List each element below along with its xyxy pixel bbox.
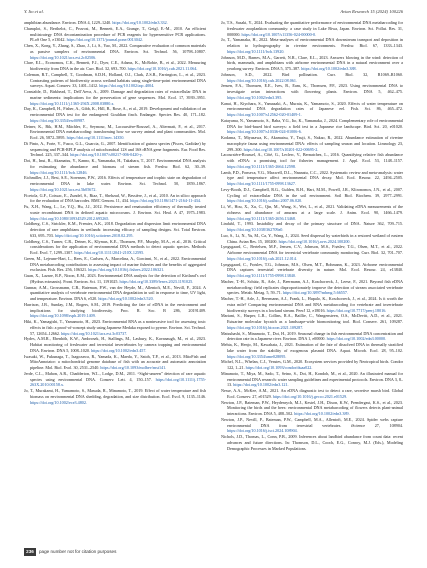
reference-entry bbox=[221, 261, 403, 279]
reference-text: Jo, T.S., Sasaki, Y., 2024. Evaluating the quantitative performance of environmental DNA metabarcoding for freshwater zooplankton community: a case study in Lake Biwa, Japan. Environ. Sci. Pollut. Res. 31, 000000. bbox=[221, 20, 403, 37]
reference-entry bbox=[24, 140, 206, 158]
doi-link[interactable]: https://doi.org/10.1080/10934529.2012.695265. bbox=[30, 215, 110, 221]
reference-entry bbox=[24, 43, 206, 60]
running-header-journal: Avian Research 15 (2024) 100226 bbox=[340, 9, 403, 14]
reference-entry bbox=[24, 89, 206, 106]
doi-link[interactable]: https://doi.org/10.1021/acs.est.3c03737. bbox=[61, 330, 128, 336]
reference-entry bbox=[24, 221, 206, 238]
doi-link[interactable]: https://doi.org/10.1016/j.gecco.2021.e01529. bbox=[272, 393, 348, 399]
page-footer-note: page number not for citation purposes bbox=[39, 549, 117, 554]
doi-link[interactable]: https://doi.org/10.1002/edn3.332. bbox=[112, 20, 168, 25]
reference-entry bbox=[221, 71, 403, 84]
page-number-badge: 236 bbox=[24, 548, 36, 556]
doi-link[interactable]: https://doi.org/10.3354/esr00987. bbox=[30, 117, 86, 123]
reference-text: Harrison, J.B., Sunday, J.M., Rogers, S.M., 2019. Predicting the fate of eDNA in the environment and implications for studying biodiversity. Proc. R. Soc. B 286, 20191409. bbox=[24, 301, 206, 313]
doi-link[interactable]: https://doi.org/10.1186/1471-2164-11-434. bbox=[130, 198, 201, 204]
reference-entry bbox=[24, 319, 206, 336]
doi-link[interactable]: https://doi.org/10.1021/acs.est.5b05672. bbox=[30, 186, 97, 192]
reference-entry bbox=[24, 238, 206, 256]
reference-entry bbox=[221, 221, 403, 233]
doi-link[interactable]: https://doi.org/10.1098/rspb.2019.1409. bbox=[30, 313, 96, 319]
page-footer bbox=[24, 548, 404, 556]
doi-link[interactable]: https://doi.org/10.1111/mec.14350. bbox=[66, 135, 125, 140]
reference-text: Li, W., Hou, X., Xu, C., Qin, M., Wang, S., Wei, L., et al., 2021. Validating eDNA measurements of the richness and abundance of anurans at a large scale. J. Anim. Ecol. 90, 1466–1479. bbox=[221, 204, 403, 215]
reference-text: Mariani, S., Harper, L.R., Collins, R.A., Baillie, C., Wangensteen, O.S., McDevitt, A.D., et al., 2021. Estuarine molecular bycatch as a landscape-wide biomonitoring tool. Biol. Conserv. 261, 109287. bbox=[221, 313, 403, 324]
reference-entry bbox=[221, 232, 403, 245]
reference-text: Lindahl, T., 1993. Instability and decay of the primary structure of DNA. Nature 362, 709–715. bbox=[221, 221, 403, 227]
doi-link[interactable]: https://doi.org/10.1016/j.fishres.2022.106321. bbox=[88, 267, 165, 273]
reference-entry bbox=[24, 388, 206, 405]
reference-text: Champlot, S., Berthelot, C., Pruvost, M., Bennett, E.A., Grange, T., Geigl, E.-M., 2010. An efficient multistrategy DNA decontamination procedure of PCR reagents for hypersensitive PCR applications. PLoS One 5, e13042. bbox=[24, 25, 206, 43]
doi-link[interactable]: https://doi.org/10.1016/j.cub.2021.12.014. bbox=[227, 255, 297, 261]
reference-text: Goldberg, C.S., Strickler, K.M., Fremier, A.K., 2018. Degradation and dispersion limit environmental DNA detection of rare amphibians in wetlands: increasing efficacy of sampling designs. Sci. Total Environ. 633, 695–703. bbox=[24, 221, 206, 238]
reference-text: Luo, S., Li, N., Yu, M., Ca, Y., Wang, J., 2024. Seed dispersal by waterbirds in a restored wetland of eastern China. Avian Res. 15, 100200. bbox=[221, 232, 403, 244]
reference-entry bbox=[221, 342, 403, 359]
doi-link[interactable]: https://doi.org/10.1007/s10201-022-00695-2. bbox=[243, 146, 319, 152]
reference-entry bbox=[24, 255, 206, 273]
reference-entry bbox=[24, 158, 206, 175]
reference-text: Newton, J.P., Nevill, P., Bateman, P.W., Campbell, M.A., Allentoft, M.E., 2024. Spider webs capture environmental DNA from terrestrial vertebrates. iScience 27, 108904. bbox=[221, 416, 403, 428]
reference-entry bbox=[221, 186, 403, 204]
reference-text: Jo, T., Murakami, H., Yamamoto, S., Masuda, R., Minamoto, T., 2019. Effect of water temperature and fish biomass on environmental DNA shedding, degradation, and size distribution. Ecol. Evol. 9, 1135–1146. bbox=[24, 388, 206, 399]
reference-text: Katayama, N., Yamamoto, S., Baba, Y.G., Ito, K., Yamanaka, J., 2024. Complementary role of environmental DNA for bird-based bird surveys: a field test in a Japanese rice landscape. Bird. Sci. 20, e01020. bbox=[221, 117, 403, 129]
reference-text: Hydes, A.M.R., Ebenhöh, K.W., Ambrosek, H., Stallings, M., Lasbury, K., Kavanaugh, M., et al., 2023. Habitat monitoring of freshwater and terrestrial invertebrates by camera trapping and environmental DNA. Environ. DNA 5, 1008–1020. bbox=[24, 336, 206, 353]
reference-text: Macher, T.-H., Schütz, R., Arle, J., Beermann, A.J., Koschorreck, J., Leese, F., 2021. Beyond fish eDNA metabarcoding: field replicates disproportionately improve the detection of stream associated vertebrate species. Metab. Metag. 5, 59–71. bbox=[221, 278, 403, 296]
reference-text: Kodama, T., Miyazawa, K., Akamatsu, Y., Tsuji, S., Nakao, R., 2022. Abundance estimation of riverine macrophyte fauna using environmental DNA: effects of sampling season and location. Limnology 23, 299–300. bbox=[221, 135, 403, 152]
reference-text: Iwasaki, W., Fukunaga, T., Isagozawa, R., Yamada, K., Maeda, Y., Satoh, T.P., et al., 2013. MitoFish and MitoAnnotator: a mitochondrial genome database of fish with an accurate and automatic annotation pipeline. Mol. Biol. Evol. 30, 2531–2540. bbox=[24, 353, 206, 370]
reference-text: Eichmiller, J.J., Best, S.E., Sorensen, P.W., 2016. Effects of temperature and trophic state on degradation of environmental DNA in lake water. Environ. Sci. Technol. 50, 1859–1867. bbox=[24, 175, 206, 186]
reference-text: Clare, E.L., Economou, C.K., Bennett, F.J., Dyer, C.E., Adams, K., McRobie, B., et al., 2022. Measuring biodiversity from DNA in the air. Curr. Biol. 32, 693–700. bbox=[24, 60, 206, 71]
doi-link[interactable]: https://doi.org/10.1016/j.cub.2022.08.061. bbox=[227, 77, 297, 83]
reference-text: Gunnar, A.M., Grossmann, C.B., Bateman, P.W., van der Heyde, M., Allentoft, M.E., Nevill, P., 2024. A quantitative analysis of vertebrate environmental DNA degradation in soil in response to time, UV light, and temperature. Environ. DNA 6, e520. bbox=[24, 284, 206, 301]
reference-entry bbox=[221, 169, 403, 187]
doi-link[interactable]: https://doi.org/10.1111/fwb.13920. bbox=[227, 48, 285, 54]
doi-link[interactable]: https://doi.org/10.1007/s12562-020-01409-1. bbox=[227, 112, 302, 117]
doi-link[interactable]: https://doi.org/10.1111/j.1365-294X.2008.03880.x. bbox=[30, 100, 115, 106]
reference-text: Green, M., Lejeune-Hart, L., Rees, E., Carlsen, A., Marcelina, A., Gorcinni, N., et al., 2022. Environmental DNA metabarcoding contributions to assessing impact of marine fisheries and the benefits of aggregated exclusion. Fish. Res. 256, 106321. bbox=[24, 255, 206, 273]
doi-link[interactable]: https://doi.org/10.1002/edn3.457. bbox=[91, 347, 147, 353]
doi-link[interactable]: https://doi.org/10.1093/condor/duaa022. bbox=[245, 365, 313, 370]
reference-entry: Nichols, J.D., Thomas, L., Conn, P.B., 2009. Inferences about landbird abundance from count data: recent advances and future directions. In: Thomson, D.L., Cooch, E.G., Conroy, M.J. (Eds.), Modeling Demographic Processes in Marked Populations. bbox=[221, 434, 403, 451]
doi-link[interactable]: https://doi.org/10.3897/mbmg.5.66557. bbox=[282, 290, 349, 296]
doi-link[interactable]: https://doi.org/10.1111/1755-0998.13840. bbox=[227, 273, 296, 278]
reference-list-left-column bbox=[24, 20, 206, 405]
reference-list-right-column bbox=[221, 20, 403, 451]
doi-link[interactable]: https://doi.org/10.1016/j.isci.2024.108904. bbox=[227, 428, 298, 434]
doi-link[interactable]: https://doi.org/10.1016/j.avrs.2024.100200. bbox=[278, 238, 351, 244]
reference-entry bbox=[24, 336, 206, 353]
reference-text: Lacoursière-Roussel, A., Côté, G., Leclerc, V., Bernatchez, L., 2016. Quantifying relative fish abundance with eDNA: a promising tool for fisheries management. J. Appl. Ecol. 53, 1148–1157. bbox=[221, 152, 403, 163]
reference-entry bbox=[24, 175, 206, 192]
reference-entry bbox=[221, 313, 403, 330]
doi-link[interactable]: https://doi.org/10.1111/1365-2664.12598. bbox=[227, 163, 296, 169]
reference-entry bbox=[24, 273, 206, 285]
reference-entry bbox=[221, 100, 403, 118]
doi-link[interactable]: https://doi.org/10.3389/fenvs.2023.1191025. bbox=[119, 278, 194, 284]
reference-text: Minamoto, T., Miya, M., Sado, T., Seino, S., Doi, H., Kondoh, M., et al., 2020. An illustrated manual for environmental DNA research: water sampling guidelines and experimental protocols. Environ. DNA 3, 8–13. bbox=[221, 370, 403, 388]
reference-text: Mehta, K., Henjo, M., Kawahata, J., 2021. Estimation of the fate of dissolved DNA in thermally stratified lake water from the stability of exogenous plasmid DNA. Aquat. Microb. Ecol. 28, 95–102. bbox=[221, 342, 403, 353]
doi-link[interactable]: https://doi.org/10.1111/2041-210X.12595. bbox=[74, 250, 145, 255]
doi-link[interactable]: https://doi.org/10.1007/s00217-006-0420-y. bbox=[70, 152, 143, 158]
reference-text: Deiner, K., Bik, H.M., Mächler, E., Seymour, M., Lacoursière-Roussel, A., Altermatt, F., et al., 2017. Environmental DNA metabarcoding: transforming how we survey animal and plant communities. Mol. Ecol. 26, 5872–5895. bbox=[24, 123, 206, 140]
reference-text: Johnson, S.D., 2022. Bird pollination. Curr. Biol. 32, R1069–R1060. bbox=[221, 71, 403, 77]
reference-entry bbox=[221, 83, 403, 100]
doi-link[interactable]: https://doi.org/10.1016/j.scitotenv.2018.02.295. bbox=[54, 232, 134, 238]
reference-text: Guan, X., Lazare, R.P., Nixon, E.M., 2023. Environmental DNA analysis for the detection of Kirtland’s owl (Hydrus ecimanix). Front. Environ. Sci. 11, 1191025. bbox=[24, 273, 206, 284]
reference-entry bbox=[24, 60, 206, 72]
reference-text: Jensen, F.A., Thomsen, E.E., Ives, B., Eam, K., Thomsen, P.F., 2023. Using environmental DNA to investigate avian interactions with flowering plants. Environ. DNA 5, 462–475. bbox=[221, 83, 403, 94]
doi-link[interactable]: https://doi.org/10.1002/edn3.00000. bbox=[326, 336, 387, 342]
doi-link[interactable]: https://doi.org/10.1002/edn3.388. bbox=[301, 66, 357, 71]
reference-entry bbox=[24, 71, 206, 89]
reference-text: Ficetola, G.F., Coissac, E., Zundel, S., Riaz, T., Shehzad, W., Bessière, J., et al., 2010. An in silico approach for the evaluation of DNA barcodes. BMC Genom. 11, 434. bbox=[24, 192, 206, 204]
doi-link[interactable]: https://doi.org/10.1111/j.1755-263X.2010.00158.x. bbox=[30, 376, 206, 388]
reference-text: Levy-Booth, D.J., Campbell, R.G., Gulden, R.H., Hart, M.M., Powell, J.R., Klironomos, J.N., et al., 2007. Cycling of extracellular DNA in the soil environment. Soil Biol. Biochem. 39, 2977–2991. bbox=[221, 186, 403, 198]
reference-text: Jerde, C.L., Mahon, A.R., Chadderton, W.L., Lodge, D.M., 2011. “Sight-unseen” detection of rare aquatic species using environmental DNA. Conserv. Lett. 4, 150–157. bbox=[24, 370, 206, 382]
reference-text: Chen, X., Kong, Y., Zhang, S., Zhao, J., Li, S., Yao, M., 2022. Comparative evaluation of common materials as passive samplers of environmental DNA. Environ. Sci. Technol. 56, 10798–10807. bbox=[24, 43, 206, 54]
reference-entry bbox=[221, 37, 403, 54]
reference-text: Coleman, R.T., Campbell, T., Goodman, S.D.H., Holland, O.J., Clark, Z.S.R., Farrington, L., et al., 2023. Contrasting patterns of biodiversity across wetland habitats using single-time-point environmental DNA surveys. Aquat. Conserv. 33, 1401–1412. bbox=[24, 71, 206, 89]
reference-text: amphibian abundance. Environ. DNA 4, 1229–1240. bbox=[24, 20, 113, 25]
reference-text: Goldberg, C.S., Turner, C.R., Deiner, K., Klymus, K.E., Thomsen, P.F., Murphy, M.A., et al., 2016. Critical considerations for the application of environmental DNA methods to detect aquatic species. Methods Ecol. Evol. 7, 1299–1307. bbox=[24, 238, 206, 255]
doi-link[interactable]: https://doi.org/10.3354/ame028095. bbox=[227, 353, 287, 359]
reference-entry bbox=[24, 301, 206, 319]
reference-text: Di Pinto, A., Forte, V., Fusco, G.L., Guarcia, G., 2007. Identification of guinea species (Pisces, Gadidae) by sequencing and PCR-RFLP analysis of mitochondrial 12S and 16S rRNA gene fragments. Eur. Food Res. Technol. 225, 337–344. bbox=[24, 140, 206, 158]
reference-entry bbox=[221, 330, 403, 343]
reference-text: Constable, D., Birkhead, T., Dell’Aeva, A., 2009. Damage and degradation rates of extracellular DNA in marine sediments: implications for the preservation of gene sequences. Mol. Ecol. 17, 3939–3951. bbox=[24, 89, 206, 100]
reference-text: Nesse, A.A., McKee, A.M., 2021. An eDNA diagnostic test to detect a rare, secretive marsh bird. Global Ecol. Conserv. 27, e01529. bbox=[221, 388, 403, 399]
reference-text: Newton, J.P., Bateman, P.W., Heydenrych, M.J., Kestel, J.H., Dixon, K.W., Prendergast, K.S., et al., 2023. Monitoring the birds and the bees: environmental DNA metabarcoding of flowers detects plant-animal interactions. Environ. DNA 5, 488–502. bbox=[221, 399, 403, 416]
doi-link[interactable]: https://doi.org/10.1111/fwb.12846. bbox=[30, 169, 88, 175]
reference-text: Doi, H., Inui, R., Akamatsu, Y., Kanno, K., Yamanaka, H., Takahara, T., 2017. Environmental DNA analysis for estimating the abundance and biomass of stream fish. Freshw. Biol. 62, 30–39. bbox=[24, 158, 206, 169]
reference-entry bbox=[221, 296, 403, 313]
reference-text: Michel, N.L., Whelan, C.J., Verutes, G.M., 2020. Ecosystem services provided by Neotropical birds. Condor 122, 1–21. bbox=[221, 359, 403, 370]
reference-entry bbox=[221, 54, 403, 72]
reference-entry bbox=[221, 244, 403, 261]
doi-link[interactable]: https://doi.org/10.1093/molbev/mst141. bbox=[100, 365, 167, 370]
doi-link[interactable]: https://doi.org/10.7717/peerj.18016. bbox=[326, 307, 387, 313]
doi-link[interactable]: https://doi.org/10.1111/1755-0998.13627. bbox=[227, 181, 296, 186]
reference-text: Lamb, P.D., Fonseca, V.G., Maxwell, D.L., Nnanatu, C.C., 2022. Systematic review and meta-analysis: water type and temperature affect environmental DNA decay. Mol. Ecol. Resour. 22, 2494–2505. bbox=[221, 169, 403, 181]
reference-entry bbox=[24, 123, 206, 141]
reference-entry bbox=[24, 284, 206, 302]
doi-link[interactable]: https://doi.org/10.1016/j.biocon.2021.109287. bbox=[227, 324, 304, 330]
doi-link[interactable]: https://doi.org/10.1038/362709a0. bbox=[227, 227, 284, 232]
reference-entry bbox=[221, 399, 403, 417]
doi-link[interactable]: https://doi.org/10.1016/j.soilbio.2007.06.020. bbox=[227, 198, 303, 204]
reference-text: Fu, X.H., Wang, L., Le, Y.Q., Hu, J.J., 2012. Persistence and renaturation efficiency of thermally treated waste recombinant DNA in defined aquatic microcosms. J. Environ. Sci. Heal. A 47, 1975–1983. bbox=[24, 204, 206, 215]
doi-link[interactable]: https://doi.org/10.1002/edn3.121. bbox=[233, 382, 289, 388]
doi-link[interactable]: https://doi.org/10.1002/edn3.520. bbox=[98, 296, 154, 301]
reference-text: Johnson, M.D., Barnes, M.A., Garrett, N.R., Clare, E.L., 2023. Answers blowing in the wind: detection of birds, mammals, and amphibians with airborne environmental DNA in a natural environment over a yearlong survey. Environ. DNA 5, 375–387. bbox=[221, 54, 403, 71]
doi-link[interactable]: https://doi.org/10.1007/s10336-024-01006-6. bbox=[227, 129, 302, 135]
reference-text: Lyngsgaard, C., Bertelsen, M.F., Jensen, C.V., Johnson, M.S., Frøslev, T.G., Olsen, M.T., et al., 2022. Airborne environmental DNA for terrestrial vertebrate community monitoring. Curr. Biol. 32, 701–707. bbox=[221, 244, 403, 255]
reference-text: Matsuhashi, S., Minamoto, T., Doi, H., 2019. Seasonal change in fish environmental DNA concentration and detection rate in a Japanese river. Environ. DNA 1, e00000. bbox=[221, 330, 403, 342]
doi-link[interactable]: https://doi.org/10.1007/s11356-024-00000-0. bbox=[241, 31, 317, 37]
running-header-authors: Y. Ito et al. bbox=[24, 9, 44, 14]
reference-entry bbox=[24, 204, 206, 221]
doi-link[interactable]: https://doi.org/10.1002/edn3.395. bbox=[227, 94, 283, 100]
reference-entry bbox=[221, 152, 403, 169]
reference-entry bbox=[221, 416, 403, 434]
doi-link[interactable]: https://doi.org/10.1002/aqc.4004. bbox=[99, 83, 155, 89]
reference-text: Lyngsgaard, C., Frøslev, T.G., Johnson, M.S., Olsen, M.T., Bohmann, K., 2023. Airborne environmental DNA captures terrestrial vertebrate diversity in nature. Mol. Ecol. Resour. 24, e13840. bbox=[221, 261, 403, 273]
reference-entry bbox=[24, 106, 206, 123]
reference-text: Hiki, K., Yamagishi, T., Yamamoto, H., 2023. Environmental RNA as a noninvasive tool for assessing toxic effects in fish: a proof-of-concept study using Japanese Medaka exposed to pyrene. Environ. Sci. Technol. 57, 12654–12662. bbox=[24, 319, 206, 336]
reference-text: Day, K., Campbell, H., Fisher, A., Gibb, K., Hill, B., Rose, A., et al., 2019. Development and validation of an environmental DNA test for the endangered Gouldian finch. Endanger. Species Res. 40, 171–182. bbox=[24, 106, 206, 117]
reference-text: Macher, T.-H., Arle, J., Beermann, A.J., Frank, L., Hupalo, K., Koschorreck, J., et al., 2024. Is it worth the extra mile? Comparing environmental DNA and RNA metabarcoding for vertebrate and invertebrate biodiversity surveys in a lowland stream. PeerJ 12, e18016. bbox=[221, 296, 403, 313]
reference-entry bbox=[221, 117, 403, 135]
doi-link[interactable]: https://doi.org/10.1002/ece3.4802. bbox=[30, 399, 87, 405]
reference-entry bbox=[221, 359, 403, 371]
reference-entry bbox=[221, 278, 403, 296]
reference-entry bbox=[24, 25, 206, 43]
doi-link[interactable]: https://doi.org/10.1111/1365-2656.13468. bbox=[227, 215, 296, 221]
reference-text: Jo, T., Yamanaka, H., 2022. Meta-analyses of environmental DNA downstream transport and deposition in relation to hydrogeography in riverine environments. Freshw. Biol. 67, 1333–1343. bbox=[221, 37, 403, 48]
reference-entry bbox=[221, 370, 403, 388]
reference-entry bbox=[221, 388, 403, 400]
reference-text: Kanai, H., Kiyohara, S., Yamazaki, A., Murata, K., Yamamoto, S., 2020. Effects of water temperature on environmental DNA degradation rates of Japanese eel. Fish. Sci. 86, 465–472. bbox=[221, 100, 403, 112]
doi-link[interactable]: https://doi.org/10.1371/journal.pone.0013042. bbox=[66, 37, 143, 43]
reference-entry bbox=[221, 135, 403, 152]
reference-entry bbox=[221, 204, 403, 221]
doi-link[interactable]: https://doi.org/10.1016/j.cub.2021.11.064. bbox=[127, 66, 198, 71]
reference-entry bbox=[24, 353, 206, 371]
reference-entry bbox=[24, 192, 206, 205]
reference-entry bbox=[221, 20, 403, 37]
reference-entry bbox=[24, 370, 206, 388]
doi-link[interactable]: https://doi.org/10.1002/edn3.389. bbox=[294, 411, 350, 416]
doi-link[interactable]: https://doi.org/10.1021/acs.est.2c02506. bbox=[30, 54, 97, 60]
